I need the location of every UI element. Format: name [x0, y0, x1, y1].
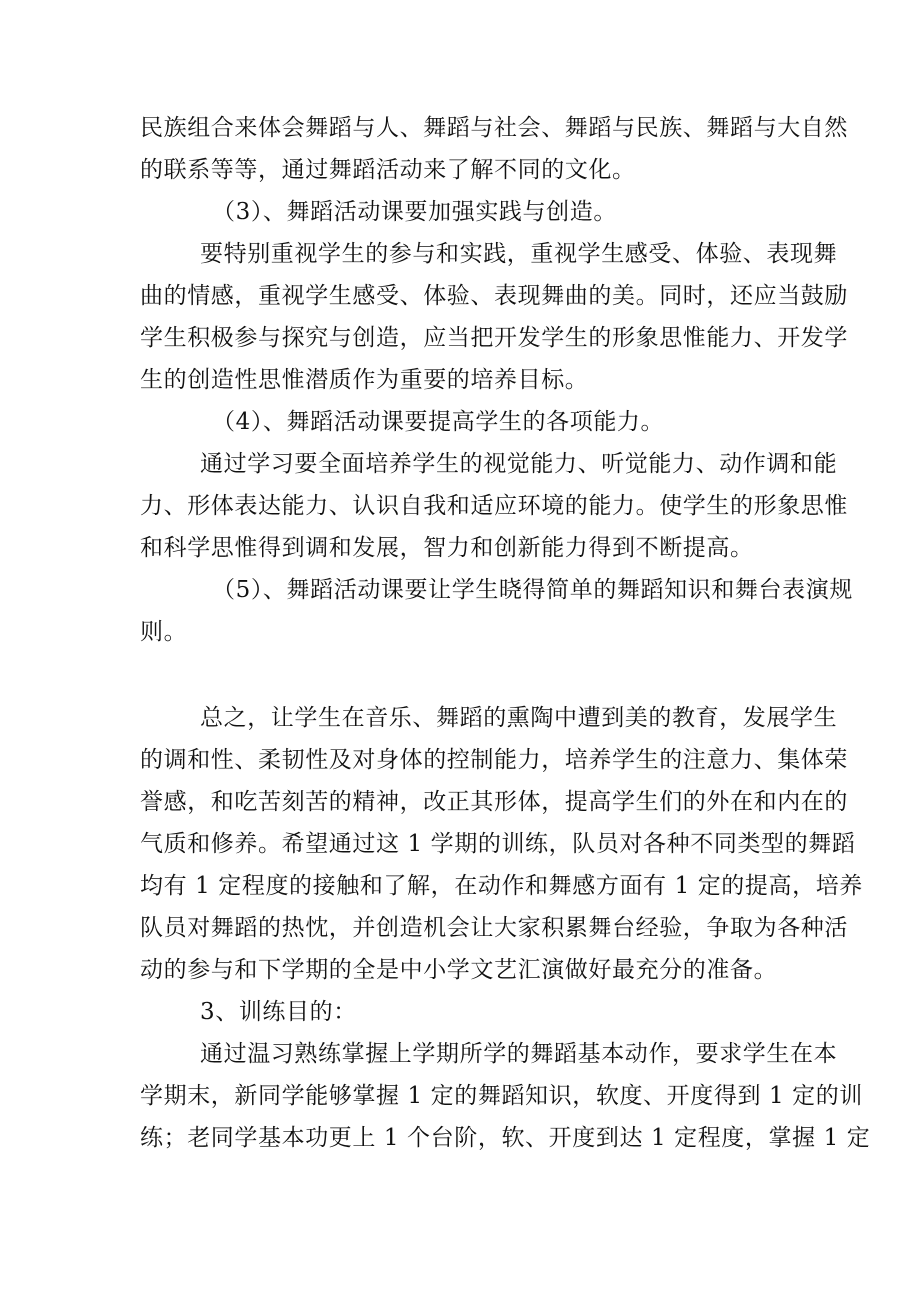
text-line: 的联系等等，通过舞蹈活动来了解不同的文化。 — [140, 157, 636, 183]
text-line: 的调和性、柔韧性及对身体的控制能力，培养学生的注意力、集体荣 — [140, 747, 848, 773]
text-line: 和科学思惟得到调和发展，智力和创新能力得到不断提高。 — [140, 535, 754, 561]
text-line: 则。 — [140, 619, 188, 645]
text-line: 通过学习要全面培养学生的视觉能力、听觉能力、动作调和能 — [200, 451, 838, 477]
text-line: 动的参与和下学期的全是中小学文艺汇演做好最充分的准备。 — [140, 957, 778, 983]
text-line: 民族组合来体会舞蹈与人、舞蹈与社会、舞蹈与民族、舞蹈与大自然 — [140, 115, 848, 141]
text-line: 学生积极参与探究与创造，应当把开发学生的形象思惟能力、开发学 — [140, 325, 848, 351]
text-line: 曲的情感，重视学生感受、体验、表现舞曲的美。同时，还应当鼓励 — [140, 283, 848, 309]
subheading: （5）、舞蹈活动课要让学生晓得简单的舞蹈知识和舞台表演规 — [212, 577, 853, 603]
text-line: 学期末，新同学能够掌握 1 定的舞蹈知识，软度、开度得到 1 定的训 — [140, 1083, 863, 1109]
text-line: 要特别重视学生的参与和实践，重视学生感受、体验、表现舞 — [200, 241, 838, 267]
text-line: 队员对舞蹈的热忱，并创造机会让大家积累舞台经验，争取为各种活 — [140, 915, 848, 941]
text-line: 生的创造性思惟潜质作为重要的培养目标。 — [140, 367, 589, 393]
text-line: 总之，让学生在音乐、舞蹈的熏陶中遭到美的教育，发展学生 — [200, 705, 838, 731]
subheading: （3）、舞蹈活动课要加强实践与创造。 — [212, 199, 617, 225]
text-line: 气质和修养。希望通过这 1 学期的训练，队员对各种不同类型的舞蹈 — [140, 831, 856, 857]
text-line: 誉感，和吃苦刻苦的精神，改正其形体，提高学生们的外在和内在的 — [140, 789, 848, 815]
text-line: 均有 1 定程度的接触和了解，在动作和舞感方面有 1 定的提高，培养 — [140, 873, 863, 899]
section-heading: 3、训练目的： — [200, 999, 357, 1025]
subheading: （4）、舞蹈活动课要提高学生的各项能力。 — [212, 409, 665, 435]
text-line: 通过温习熟练掌握上学期所学的舞蹈基本动作，要求学生在本 — [200, 1041, 838, 1067]
text-line: 练；老同学基本功更上 1 个台阶，软、开度到达 1 定程度，掌握 1 定 — [140, 1125, 871, 1151]
text-line: 力、形体表达能力、认识自我和适应环境的能力。使学生的形象思惟 — [140, 493, 848, 519]
